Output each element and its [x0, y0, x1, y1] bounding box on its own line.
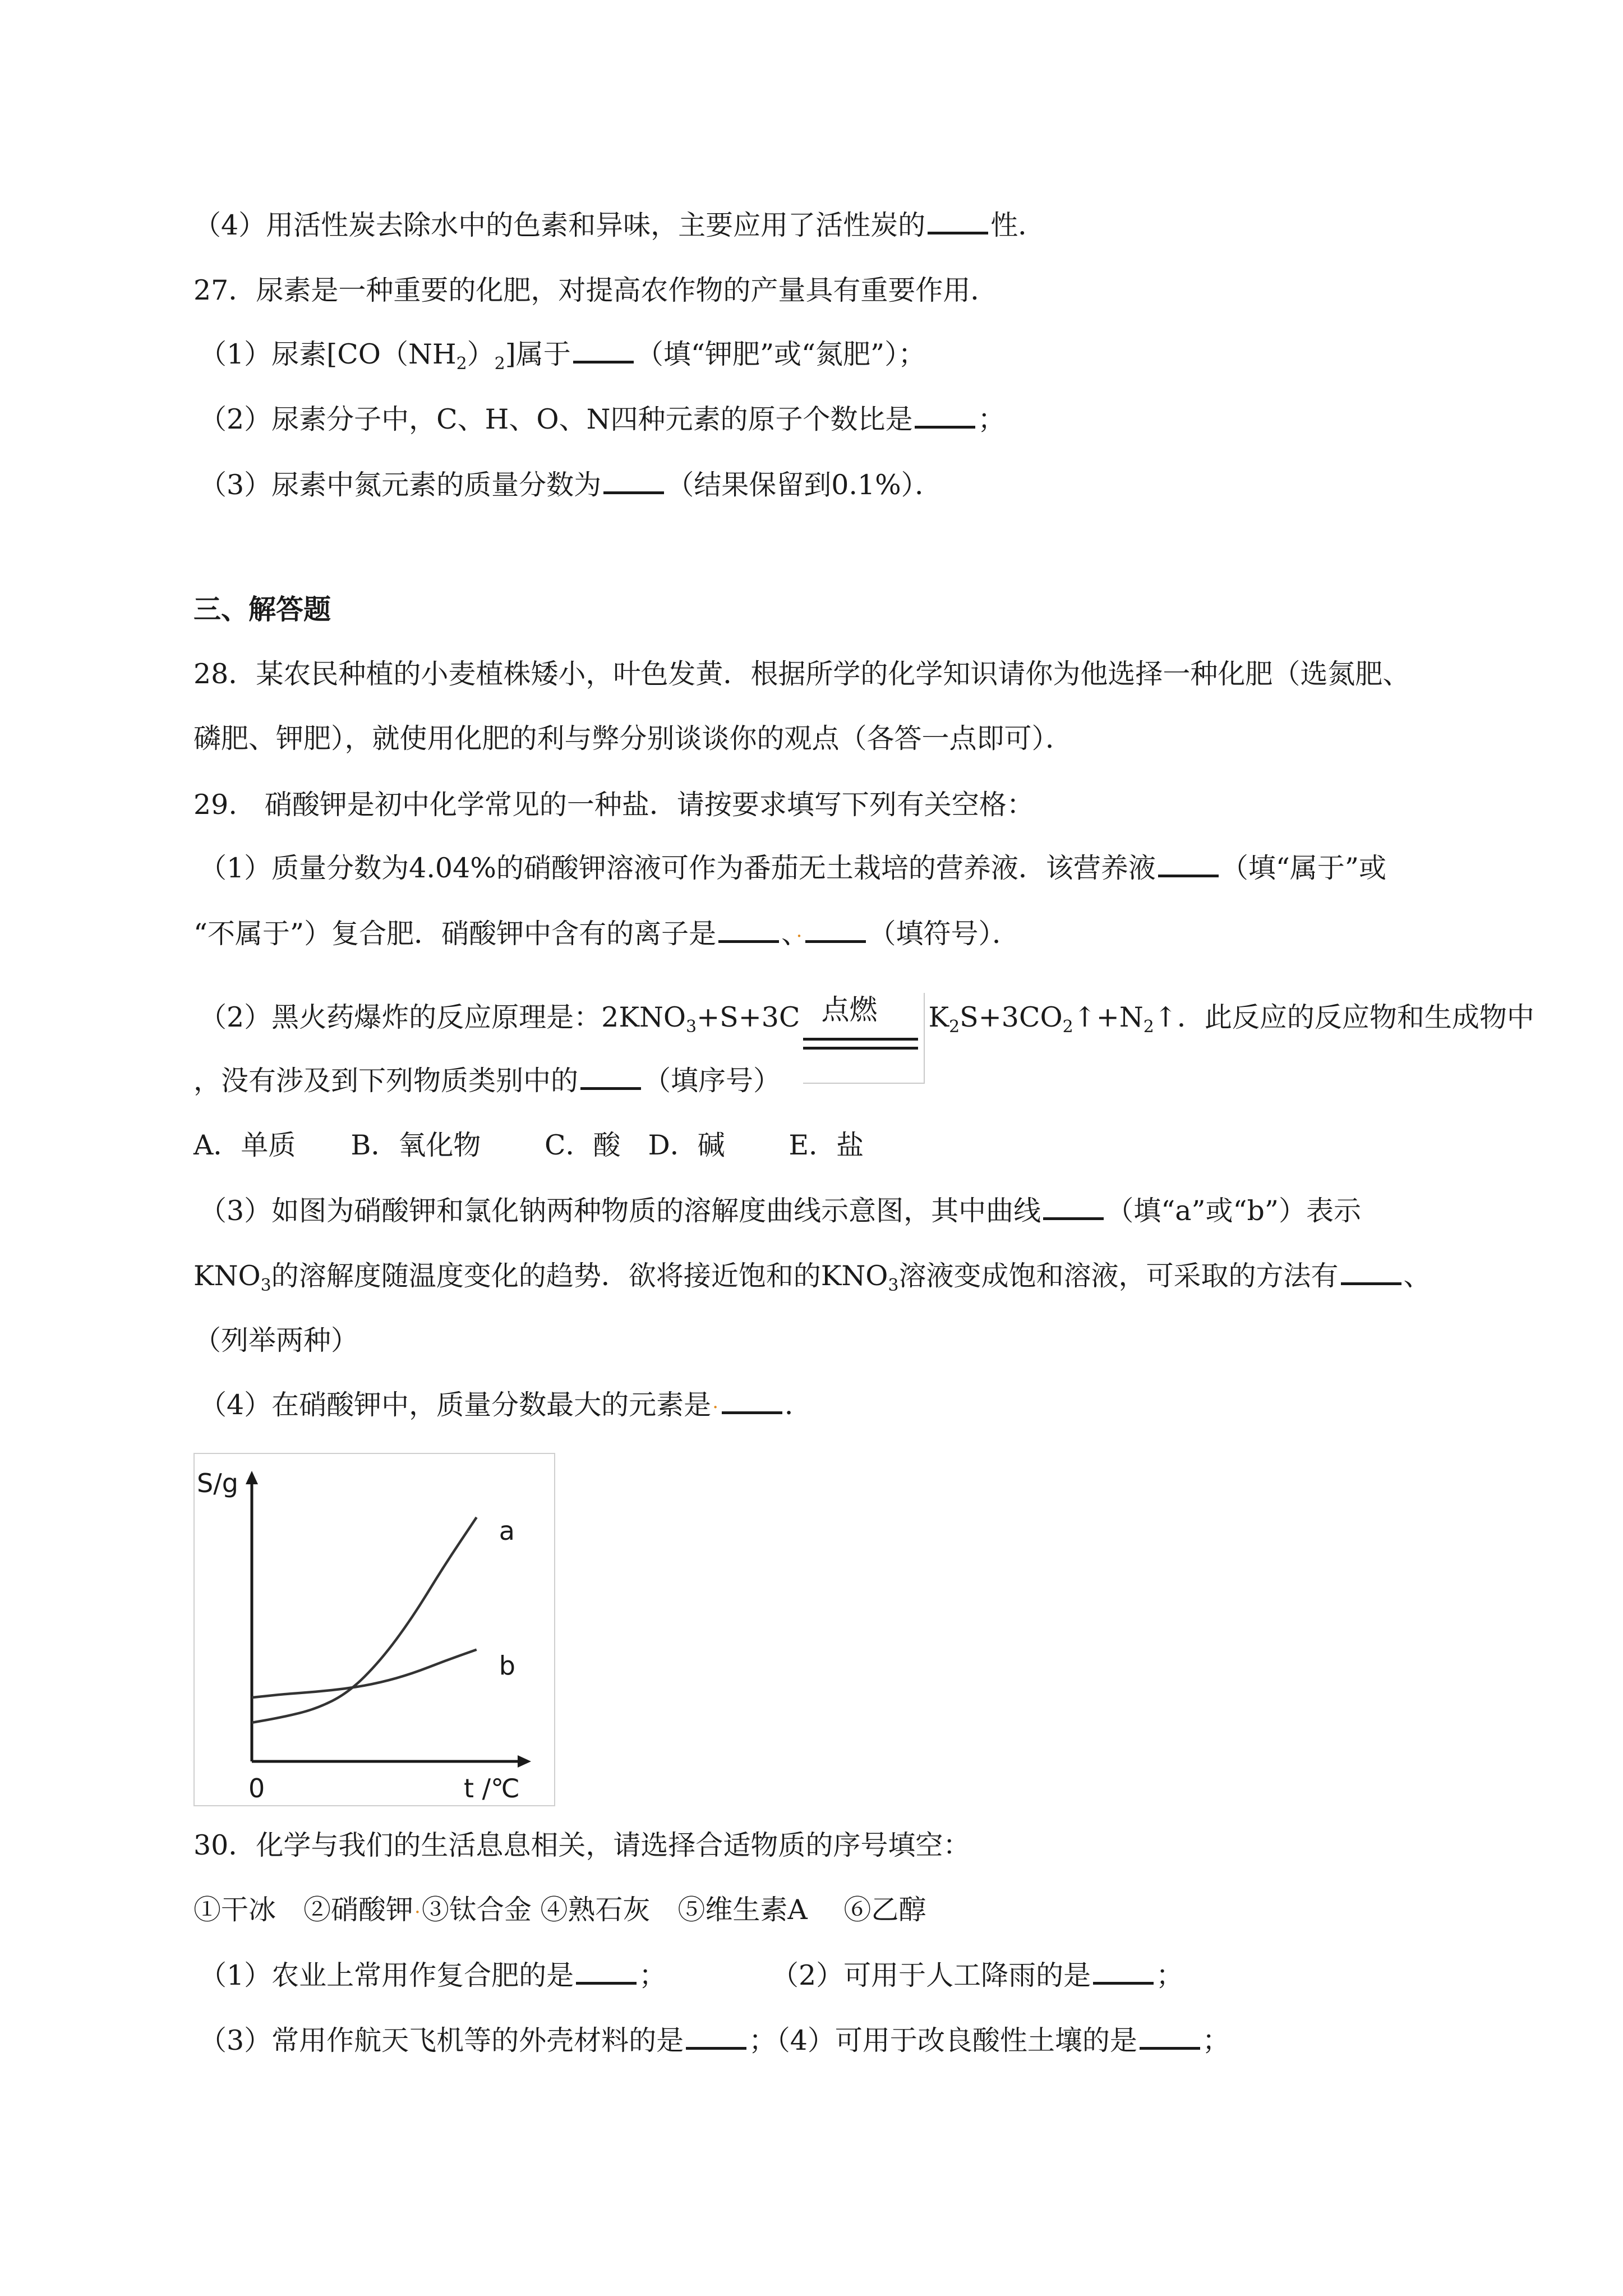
stray-dot: · [712, 1396, 718, 1419]
answer-blank[interactable] [1158, 851, 1219, 877]
subscript: 3 [260, 1276, 271, 1295]
y-axis-arrow [246, 1471, 258, 1484]
q27-part1-text: （1）尿素[CO（NH [199, 338, 457, 370]
equals-bar [803, 1038, 918, 1041]
q29-part3-text-2: 的溶解度随温度变化的趋势．欲将接近饱和的KNO [271, 1260, 888, 1292]
q26-part4-suffix: 性． [990, 209, 1046, 241]
q29-part3-text: （3）如图为硝酸钾和氯化钠两种物质的溶解度曲线示意图，其中曲线 [199, 1195, 1041, 1227]
q30-options-text: ①干冰 ②硝酸钾 [193, 1894, 414, 1926]
separator: ； [749, 2024, 777, 2056]
q27-part1-mid: ） [467, 338, 495, 370]
q29-part2-hint: （填序号） [643, 1065, 781, 1097]
subscript: 2 [1143, 1017, 1154, 1037]
q29-part3-text-3: 溶液变成饱和溶液，可采取的方法有 [898, 1260, 1339, 1292]
answer-blank[interactable] [576, 1958, 637, 1985]
q29-part3-line3: （列举两种） [193, 1324, 359, 1356]
solubility-chart [193, 1453, 555, 1806]
q30-options-text-2: ③钛合金 ④熟石灰 ⑤维生素A ⑥乙醇 [421, 1894, 926, 1926]
q29-options: A．单质 B．氧化物 C．酸 D．碱 E．盐 [193, 1129, 864, 1161]
stray-dot: · [796, 924, 803, 947]
q27-part1-hint: （填“钾肥”或“氮肥”）； [635, 338, 926, 370]
separator: ； [1202, 2024, 1230, 2056]
q29-part3-line1 [199, 1193, 1361, 1229]
q29-part1-ions-text: “不属于”）复合肥．硝酸钾中含有的离子是 [193, 918, 717, 950]
q30-part1-text: （1）农业上常用作复合肥的是 [199, 1959, 574, 1991]
answer-blank[interactable] [573, 337, 634, 364]
equation-products: K [928, 1001, 949, 1033]
q28-line2: 磷肥、钾肥），就使用化肥的利与弊分别谈谈你的观点（各答一点即可）． [193, 723, 1073, 754]
x-axis-label: t /℃ [464, 1773, 520, 1803]
curve-a [252, 1517, 477, 1723]
q27-part2 [199, 402, 1005, 438]
answer-blank[interactable] [722, 1388, 782, 1414]
answer-blank[interactable] [915, 402, 975, 429]
curve-b [252, 1650, 477, 1697]
chart-axes [246, 1471, 531, 1768]
q27-part3 [199, 467, 942, 503]
q27-part1 [199, 337, 926, 372]
q27-part2-suffix: ； [978, 403, 1006, 435]
reaction-condition [803, 993, 925, 1084]
chart-labels [197, 1468, 520, 1803]
q29-part1-symbol-hint: （填符号）． [868, 918, 1020, 950]
subscript: 2 [1062, 1017, 1073, 1037]
q29-part2-question: ，没有涉及到下列物质类别中的 [193, 1065, 579, 1097]
q30-part2 [771, 1958, 1183, 1994]
answer-blank[interactable] [580, 1064, 641, 1090]
answer-blank[interactable] [1341, 1259, 1401, 1285]
stray-dot: · [414, 1901, 421, 1924]
subscript: 3 [888, 1276, 899, 1295]
q29-part4-text: （4）在硝酸钾中，质量分数最大的元素是 [199, 1389, 712, 1421]
equation-products-3: ↑+N [1073, 1001, 1144, 1033]
q30-part2-text: （2）可用于人工降雨的是 [771, 1959, 1091, 1991]
formula: KNO [193, 1260, 261, 1292]
subscript: 2 [494, 354, 505, 374]
q29-part2-text: ↑．此反应的反应物和生成物中 [1154, 1001, 1534, 1033]
q30-part1 [199, 1959, 666, 1991]
q27-part2-text: （2）尿素分子中，C、H、O、N四种元素的原子个数比是 [199, 403, 913, 435]
q30-options [193, 1892, 926, 1930]
answer-blank[interactable] [686, 2023, 746, 2050]
q27-part3-text: （3）尿素中氮元素的质量分数为 [199, 469, 602, 501]
q29-part1-line2 [193, 916, 1020, 954]
q29-part3-line2 [193, 1258, 1431, 1294]
q30-row2 [199, 2023, 1230, 2059]
equation-reactants-2: +S+3C [697, 1001, 800, 1033]
separator: 、 [1403, 1260, 1431, 1292]
x-axis-arrow [518, 1755, 531, 1768]
y-axis-label: S/g [197, 1468, 238, 1498]
q29-part1-text: （1）质量分数为4.04%的硝酸钾溶液可作为番茄无土栽培的营养液．该营养液 [199, 852, 1156, 884]
separator: ； [639, 1959, 667, 1991]
q27-part1-belongs: ]属于 [505, 338, 571, 370]
equals-bar [803, 1047, 918, 1050]
section-heading: 三、解答题 [193, 593, 331, 625]
q30-part4-text: （4）可用于改良酸性土壤的是 [776, 2024, 1137, 2056]
answer-blank[interactable] [1140, 2023, 1200, 2050]
q29-part1-hint: （填“属于”或 [1220, 852, 1386, 884]
condition-label: 点燃 [821, 993, 878, 1026]
answer-blank[interactable] [805, 917, 866, 943]
equation-products-2: S+3CO [960, 1001, 1063, 1033]
q26-part4-text: （4）用活性炭去除水中的色素和异味，主要应用了活性炭的 [193, 209, 926, 241]
q30-part3-text: （3）常用作航天飞机等的外壳材料的是 [199, 2024, 684, 2056]
answer-blank[interactable] [603, 468, 664, 494]
q29-part3-hint: （填“a”或“b”）表示 [1106, 1195, 1361, 1227]
subscript: 3 [686, 1017, 697, 1037]
answer-blank[interactable] [1043, 1194, 1104, 1220]
q27-part3-hint: （结果保留到0.1%）． [666, 469, 943, 501]
q29-part4 [199, 1387, 812, 1425]
equation-reactants: （2）黑火药爆炸的反应原理是：2KNO [199, 1001, 686, 1033]
origin-label: 0 [248, 1773, 265, 1803]
q29-part2-line2 [193, 1063, 781, 1099]
subscript: 2 [456, 354, 467, 374]
separator: ； [1156, 1959, 1184, 1991]
solubility-chart-svg [195, 1454, 554, 1805]
curve-label-a: a [499, 1515, 515, 1546]
q28-line1: 28．某农民种植的小麦植株矮小，叶色发黄．根据所学的化学知识请你为他选择一种化肥（选氮肥、 [193, 658, 1410, 690]
subscript: 2 [949, 1017, 960, 1037]
chart-curves [252, 1517, 477, 1723]
q30-row1 [199, 1958, 666, 1994]
answer-blank[interactable] [1093, 1958, 1154, 1985]
q29-stem: 29. 硝酸钾是初中化学常见的一种盐．请按要求填写下列有关空格： [193, 789, 1034, 821]
q29-part1-line1 [199, 850, 1386, 886]
q30-stem: 30．化学与我们的生活息息相关，请选择合适物质的序号填空： [193, 1829, 971, 1861]
answer-blank[interactable] [928, 208, 988, 234]
separator: 、 [781, 918, 795, 950]
q27-stem: 27．尿素是一种重要的化肥，对提高农作物的产量具有重要作用． [193, 274, 998, 306]
curve-label-b: b [499, 1650, 515, 1681]
answer-blank[interactable] [718, 917, 779, 943]
q26-part4 [193, 208, 1045, 243]
q29-part4-suffix: ． [785, 1389, 813, 1421]
